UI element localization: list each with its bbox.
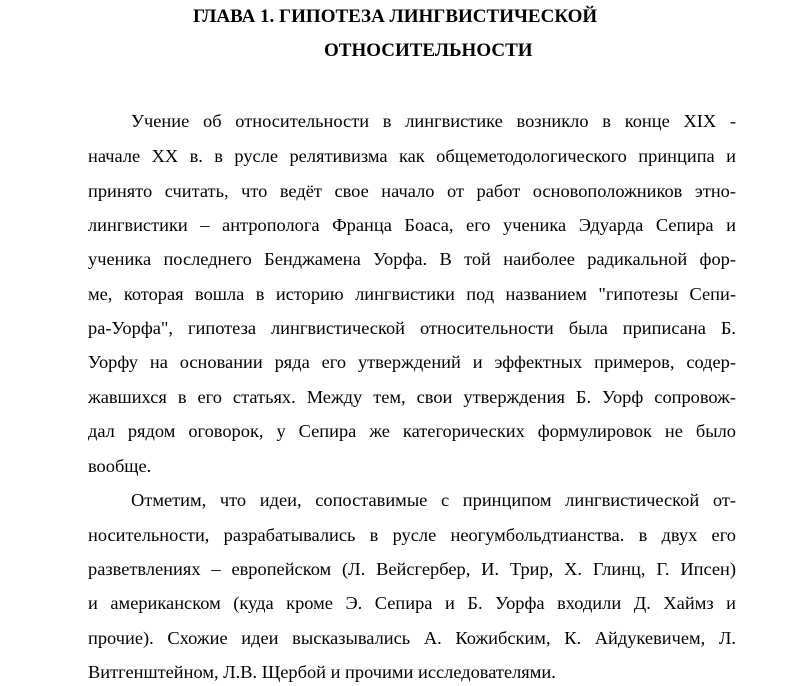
paragraph-line: Витгенштейном, Л.В. Щербой и прочими исследователями. [88, 662, 556, 682]
paragraph-line: начале XX в. в русле релятивизма как общеметодологического принципа и [88, 146, 736, 166]
paragraph-line: Учение об относительности в лингвистике возникло в конце XIX - [131, 111, 736, 131]
paragraph-line: ра-Уорфа", гипотеза лингвистической относительности была приписана Б. [88, 318, 736, 338]
paragraph-line: лингвистики – антрополога Франца Боаса, его ученика Эдуарда Сепира и [88, 215, 736, 235]
chapter-title-line-2: ОТНОСИТЕЛЬНОСТИ [324, 40, 533, 61]
paragraph-line: прочие). Схожие идеи высказывались А. Кожибским, К. Айдукевичем, Л. [88, 628, 736, 648]
paragraph-line: ме, которая вошла в историю лингвистики под названием "гипотезы Сепи- [88, 284, 736, 304]
paragraph-line: носительности, разрабатывались в русле неогумбольдтианства. в двух его [88, 525, 736, 545]
paragraph-line: Уорфу на основании ряда его утверждений и эффектных примеров, содер- [88, 352, 736, 372]
paragraph-line: дал рядом оговорок, у Сепира же категорических формулировок не было [88, 421, 736, 441]
paragraph-line: жавшихся в его статьях. Между тем, свои утверждения Б. Уорф сопровож- [88, 387, 736, 407]
paragraph-line: Отметим, что идеи, сопоставимые с принципом лингвистической от- [131, 490, 736, 510]
paragraph-line: и американском (куда кроме Э. Сепира и Б. Уорфа входили Д. Хаймз и [88, 593, 736, 613]
paragraph-line: вообще. [88, 456, 152, 476]
paragraph-line: разветвлениях – европейском (Л. Вейсгербер, И. Трир, Х. Глинц, Г. Ипсен) [88, 559, 736, 579]
paragraph-line: принято считать, что ведёт свое начало от работ основоположников этно- [88, 181, 736, 201]
paragraph-line: ученика последнего Бенджамена Уорфа. В той наиболее радикальной фор- [88, 249, 736, 269]
chapter-title-line-1: ГЛАВА 1. ГИПОТЕЗА ЛИНГВИСТИЧЕСКОЙ [193, 6, 598, 27]
